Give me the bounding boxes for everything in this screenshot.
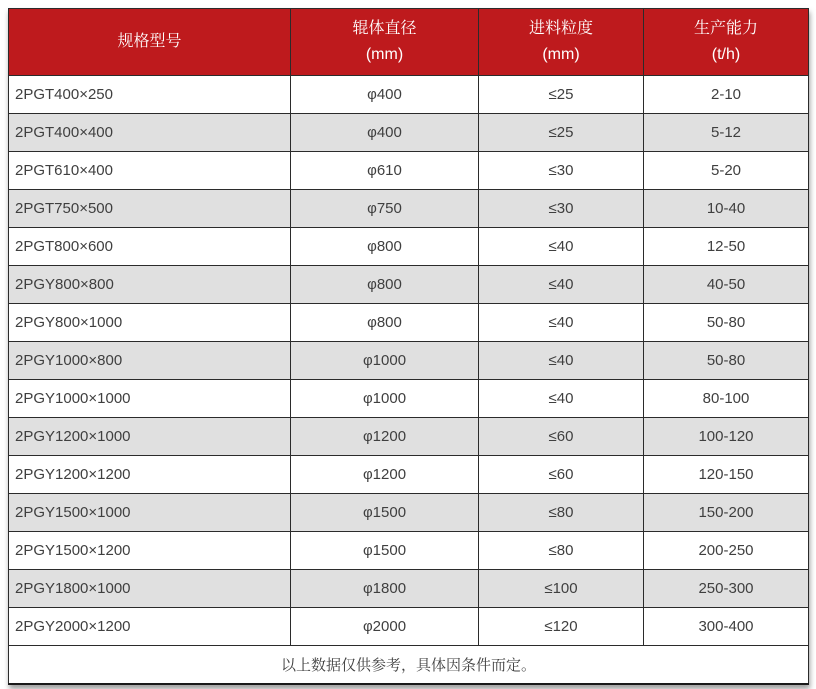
cell-roller-diameter: φ1200 [291,418,479,456]
table-row [9,342,809,380]
cell-feed-size: ≤40 [479,228,644,266]
table-row [9,228,809,266]
cell-roller-diameter: φ750 [291,190,479,228]
cell-feed-size: ≤25 [479,76,644,114]
cell-feed-size: ≤60 [479,418,644,456]
footer-row [9,646,809,684]
cell-roller-diameter: φ1500 [291,532,479,570]
header-roller-diameter-label: 辊体直径 [352,20,417,38]
cell-capacity: 50-80 [644,304,809,342]
cell-capacity: 150-200 [644,494,809,532]
spec-table-header [9,9,809,76]
table-row [9,494,809,532]
cell-model: 2PGT800×600 [9,228,291,266]
table-row [9,190,809,228]
header-capacity [644,9,809,76]
header-feed-size [479,9,644,76]
cell-capacity: 12-50 [644,228,809,266]
cell-model: 2PGY1800×1000 [9,570,291,608]
cell-feed-size: ≤30 [479,152,644,190]
header-model [9,9,291,76]
spec-table-body [9,76,809,646]
cell-roller-diameter: φ400 [291,76,479,114]
cell-feed-size: ≤120 [479,608,644,646]
cell-roller-diameter: φ610 [291,152,479,190]
cell-model: 2PGY1500×1200 [9,532,291,570]
cell-model: 2PGY1000×1000 [9,380,291,418]
cell-roller-diameter: φ2000 [291,608,479,646]
table-row [9,456,809,494]
table-row [9,608,809,646]
cell-capacity: 250-300 [644,570,809,608]
cell-capacity: 100-120 [644,418,809,456]
table-row [9,76,809,114]
header-row [9,9,809,76]
cell-model: 2PGY2000×1200 [9,608,291,646]
cell-capacity: 80-100 [644,380,809,418]
cell-feed-size: ≤80 [479,532,644,570]
header-capacity-unit: (t/h) [711,46,741,63]
cell-capacity: 5-20 [644,152,809,190]
cell-model: 2PGY1500×1000 [9,494,291,532]
cell-model: 2PGY1200×1200 [9,456,291,494]
table-row [9,152,809,190]
cell-model: 2PGT400×400 [9,114,291,152]
cell-model: 2PGT610×400 [9,152,291,190]
table-row [9,304,809,342]
table-row [9,266,809,304]
cell-feed-size: ≤40 [479,304,644,342]
cell-feed-size: ≤100 [479,570,644,608]
cell-model: 2PGT750×500 [9,190,291,228]
cell-roller-diameter: φ1800 [291,570,479,608]
table-row [9,418,809,456]
header-feed-size-unit: (mm) [542,46,580,63]
header-roller-diameter [291,9,479,76]
cell-model: 2PGY800×800 [9,266,291,304]
cell-feed-size: ≤40 [479,380,644,418]
spec-table [8,8,809,685]
cell-roller-diameter: φ1200 [291,456,479,494]
cell-roller-diameter: φ1500 [291,494,479,532]
cell-model: 2PGY1200×1000 [9,418,291,456]
cell-feed-size: ≤60 [479,456,644,494]
cell-model: 2PGT400×250 [9,76,291,114]
cell-model: 2PGY800×1000 [9,304,291,342]
cell-feed-size: ≤40 [479,266,644,304]
cell-capacity: 120-150 [644,456,809,494]
cell-capacity: 2-10 [644,76,809,114]
cell-roller-diameter: φ800 [291,228,479,266]
header-roller-diameter-unit: (mm) [365,46,404,63]
table-row [9,532,809,570]
header-model-label: 规格型号 [117,33,182,51]
header-capacity-label: 生产能力 [693,20,758,38]
spec-table-footer [9,646,809,684]
header-feed-size-label: 进料粒度 [528,20,593,38]
cell-roller-diameter: φ400 [291,114,479,152]
table-row [9,380,809,418]
cell-capacity: 5-12 [644,114,809,152]
table-row [9,114,809,152]
cell-capacity: 10-40 [644,190,809,228]
cell-model: 2PGY1000×800 [9,342,291,380]
cell-roller-diameter: φ1000 [291,380,479,418]
footer-note: 以上数据仅供参考，具体因条件而定。 [9,646,809,684]
table-row [9,570,809,608]
cell-roller-diameter: φ800 [291,266,479,304]
cell-roller-diameter: φ800 [291,304,479,342]
cell-capacity: 200-250 [644,532,809,570]
cell-feed-size: ≤30 [479,190,644,228]
cell-roller-diameter: φ1000 [291,342,479,380]
cell-feed-size: ≤40 [479,342,644,380]
cell-capacity: 50-80 [644,342,809,380]
cell-capacity: 40-50 [644,266,809,304]
cell-capacity: 300-400 [644,608,809,646]
cell-feed-size: ≤25 [479,114,644,152]
cell-feed-size: ≤80 [479,494,644,532]
